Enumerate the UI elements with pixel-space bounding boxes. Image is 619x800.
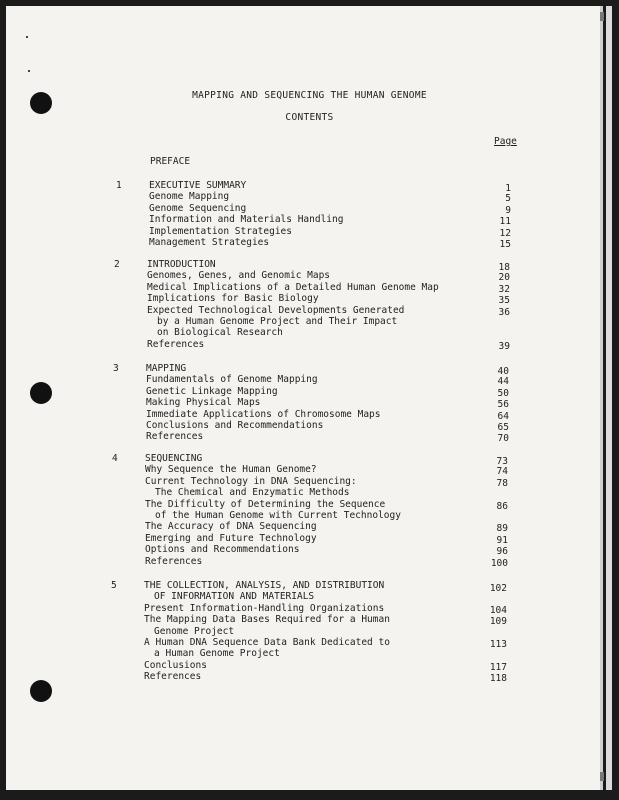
page-number: 117 [489, 661, 507, 673]
chapter-title: SEQUENCING [145, 453, 203, 464]
page-number: 102 [489, 583, 507, 594]
toc-entry: by a Human Genome Project and Their Impact [157, 316, 398, 327]
document-title: MAPPING AND SEQUENCING THE HUMAN GENOME [192, 90, 427, 101]
page-number: 109 [489, 616, 507, 628]
toc-entry: Expected Technological Developments Generated [147, 304, 405, 316]
toc-entry: The Accuracy of DNA Sequencing [145, 521, 317, 533]
page-number: 78 [496, 477, 508, 489]
toc-entry: OF INFORMATION AND MATERIALS [154, 591, 315, 603]
page-number: 113 [489, 639, 507, 650]
toc-entry: References [145, 555, 203, 567]
page-number: 40 [497, 366, 509, 377]
page-number: 56 [497, 399, 509, 411]
page-number: 32 [498, 283, 510, 295]
toc-entry: Conclusions and Recommendations [146, 420, 324, 431]
chapter-number: 3 [113, 363, 119, 374]
page-number: 104 [489, 604, 507, 616]
toc-entry: Genome Mapping [149, 191, 230, 203]
toc-entry: of the Human Genome with Current Technology [155, 510, 401, 521]
page-number: 96 [496, 546, 508, 558]
toc-entry: Implementation Strategies [149, 225, 292, 237]
chapter-number: 4 [112, 453, 118, 464]
toc-entry: Genome Sequencing [149, 202, 247, 214]
page-number: 12 [499, 227, 511, 239]
binder-hole-middle [30, 382, 52, 404]
chapter-number: 1 [116, 180, 122, 191]
page-number: 89 [496, 523, 508, 535]
page-number: 11 [499, 216, 511, 228]
toc-entry: A Human DNA Sequence Data Bank Dedicated to [144, 637, 390, 648]
toc-entry: Management Strategies [149, 237, 270, 248]
edge-mark [600, 772, 604, 781]
page-number: 86 [496, 500, 508, 512]
page-number: 35 [498, 295, 510, 307]
page-number: 50 [497, 387, 509, 399]
toc-entry: Fundamentals of Genome Mapping [146, 374, 318, 386]
page-number: 118 [489, 673, 507, 685]
chapter-title: THE COLLECTION, ANALYSIS, AND DISTRIBUTION [144, 580, 385, 591]
toc-entry: on Biological Research [157, 327, 283, 339]
page-number: 20 [498, 272, 510, 284]
dust-speck [26, 36, 28, 38]
toc-entry: References [146, 431, 204, 443]
page-number: 64 [497, 410, 509, 422]
document-page [6, 6, 603, 790]
toc-entry: Medical Implications of a Detailed Human Genome Map [147, 281, 439, 293]
page-number: 73 [496, 456, 508, 467]
page-edge [606, 6, 612, 790]
toc-entry: References [144, 671, 202, 683]
page-column-header: Page [494, 136, 517, 147]
toc-entry: Why Sequence the Human Genome? [145, 464, 317, 476]
toc-entry: Current Technology in DNA Sequencing: [145, 475, 357, 487]
page-number: 18 [498, 262, 510, 273]
page-number: 9 [505, 204, 511, 216]
edge-mark [600, 12, 604, 21]
chapter-title: EXECUTIVE SUMMARY [149, 180, 247, 191]
page-number: 91 [496, 534, 508, 546]
toc-entry: Genome Project [154, 625, 235, 637]
page-number: 5 [505, 193, 511, 205]
toc-entry: Emerging and Future Technology [145, 532, 317, 544]
page-number: 70 [497, 433, 509, 445]
page-number: 100 [490, 557, 508, 569]
dust-speck [28, 70, 30, 72]
page-number: 65 [497, 422, 509, 433]
toc-entry: The Mapping Data Bases Required for a Human [144, 614, 390, 626]
chapter-title: INTRODUCTION [147, 259, 216, 270]
page-number: 39 [498, 340, 510, 352]
toc-entry: a Human Genome Project [154, 648, 280, 660]
toc-entry: Making Physical Maps [146, 397, 261, 409]
page-number: 15 [499, 239, 511, 250]
chapter-number: 2 [114, 259, 120, 270]
toc-entry: Implications for Basic Biology [147, 293, 319, 305]
preface-entry: PREFACE [150, 156, 191, 167]
page-number: 36 [498, 306, 510, 318]
toc-entry: Information and Materials Handling [149, 214, 344, 226]
page-number: 1 [505, 183, 511, 194]
binder-hole-bottom [30, 680, 52, 702]
chapter-number: 5 [111, 580, 117, 591]
contents-heading: CONTENTS [285, 112, 334, 123]
chapter-title: MAPPING [146, 363, 187, 374]
page-number: 74 [496, 466, 508, 478]
toc-entry: Genomes, Genes, and Genomic Maps [147, 270, 331, 282]
toc-entry: Conclusions [144, 659, 207, 671]
toc-entry: Options and Recommendations [145, 544, 300, 556]
toc-entry: Present Information-Handling Organizations [144, 602, 385, 614]
toc-entry: Genetic Linkage Mapping [146, 385, 278, 397]
toc-entry: The Difficulty of Determining the Sequence [145, 498, 386, 510]
toc-entry: The Chemical and Enzymatic Methods [155, 487, 350, 499]
toc-entry: Immediate Applications of Chromosome Maps [146, 408, 381, 420]
toc-entry: References [147, 338, 205, 350]
page-number: 44 [497, 376, 509, 388]
